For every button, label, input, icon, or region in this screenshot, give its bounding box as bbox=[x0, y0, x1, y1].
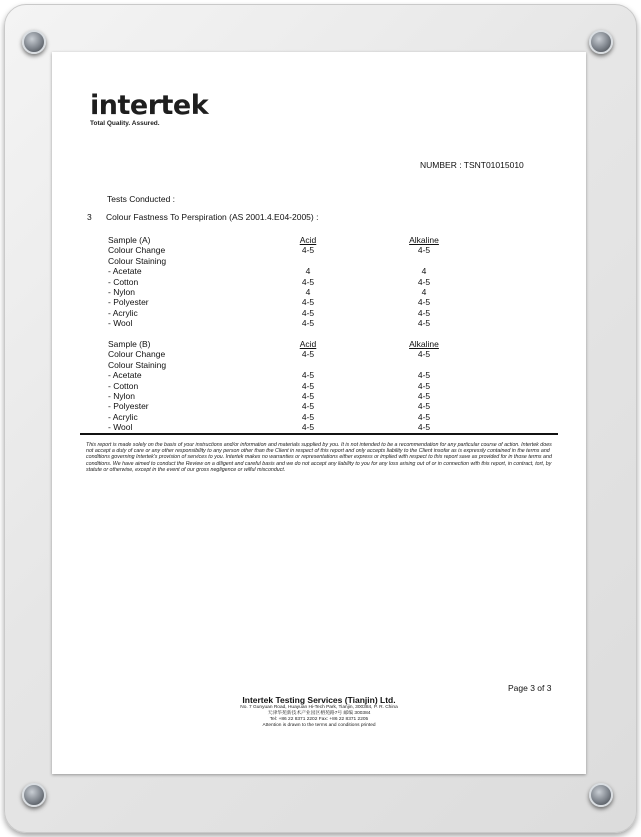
staining-row bbox=[108, 308, 468, 318]
staining-row bbox=[108, 391, 468, 401]
logo-wordmark: intertek bbox=[90, 90, 209, 121]
row-label: Colour Change bbox=[108, 245, 166, 256]
sample-b-results bbox=[108, 339, 468, 433]
report-number: NUMBER : TSNT01015010 bbox=[420, 160, 524, 170]
acid-column-header: Acid bbox=[299, 339, 317, 349]
acid-value: 4-5 bbox=[301, 245, 315, 256]
acid-value: 4-5 bbox=[301, 390, 315, 401]
alkaline-value: 4-5 bbox=[417, 276, 431, 287]
alkaline-value: 4-5 bbox=[417, 370, 431, 381]
row-label: - Cotton bbox=[108, 276, 139, 287]
row-label: - Cotton bbox=[108, 380, 139, 391]
acid-column-header: Acid bbox=[299, 235, 317, 245]
sample-name: Sample (B) bbox=[108, 339, 151, 349]
pushpin-icon bbox=[589, 30, 613, 54]
alkaline-value: 4 bbox=[421, 286, 427, 297]
acid-value: 4 bbox=[305, 286, 311, 297]
row-label: - Acrylic bbox=[108, 411, 138, 422]
alkaline-value: 4 bbox=[421, 266, 427, 277]
alkaline-column-header: Alkaline bbox=[409, 235, 439, 245]
footer-note: Attention is drawn to the terms and conditions printed bbox=[262, 723, 376, 728]
row-label: - Acrylic bbox=[108, 307, 138, 318]
acid-value: 4 bbox=[305, 266, 311, 277]
footer bbox=[169, 695, 469, 729]
staining-row bbox=[108, 422, 468, 432]
alkaline-value: 4-5 bbox=[417, 349, 431, 360]
tests-conducted-label: Tests Conducted : bbox=[107, 194, 176, 204]
alkaline-value: 4-5 bbox=[417, 411, 431, 422]
alkaline-column-header: Alkaline bbox=[409, 339, 439, 349]
acid-value: 4-5 bbox=[301, 276, 315, 287]
acid-value: 4-5 bbox=[301, 318, 315, 329]
acid-value: 4-5 bbox=[301, 307, 315, 318]
test-item-number: 3 bbox=[87, 212, 92, 222]
acid-value: 4-5 bbox=[301, 380, 315, 391]
acid-value: 4-5 bbox=[301, 349, 315, 360]
alkaline-value: 4-5 bbox=[417, 401, 431, 412]
sample-header-row bbox=[108, 235, 468, 245]
row-label: Colour Change bbox=[108, 349, 166, 360]
disclaimer-text: This report is made solely on the basis of your instructions and/or information and materials supplied by you. It is not intended to be a recommendation for any particular course of action. Intertek does not accept a duty of care or any other responsibility to any person other than the Client in respect of this report and only accepts liability to the Client insofar as is expressly contained in the terms and conditions governing Intertek's provision of services to you. Intertek makes no warranties or representations either express or implied with respect to this report save as provided for in those terms and conditions. We have aimed to conduct the Review on a diligent and careful basis and we do not accept any liability to you for any loss arising out of or in connection with this report, in contract, tort, by statute or otherwise, except in the event of our gross negligence or wilful misconduct. bbox=[86, 442, 552, 473]
pushpin-icon bbox=[22, 783, 46, 807]
staining-row bbox=[108, 370, 468, 380]
alkaline-value: 4-5 bbox=[417, 380, 431, 391]
divider-rule bbox=[80, 433, 558, 435]
page-number: Page 3 of 3 bbox=[508, 683, 552, 693]
staining-row bbox=[108, 381, 468, 391]
row-label: - Wool bbox=[108, 422, 133, 433]
row-label: - Polyester bbox=[108, 297, 149, 308]
staining-row bbox=[108, 401, 468, 411]
acid-value: 4-5 bbox=[301, 422, 315, 433]
row-label: Colour Staining bbox=[108, 255, 167, 266]
colour-change-row bbox=[108, 245, 468, 255]
sample-name: Sample (A) bbox=[108, 235, 151, 245]
row-label: - Acetate bbox=[108, 266, 142, 277]
test-item-title: Colour Fastness To Perspiration (AS 2001.4.E04-2005) : bbox=[106, 212, 319, 222]
alkaline-value: 4-5 bbox=[417, 318, 431, 329]
intertek-logo bbox=[90, 92, 208, 127]
staining-row bbox=[108, 277, 468, 287]
staining-row bbox=[108, 266, 468, 276]
logo-tagline: Total Quality. Assured. bbox=[90, 120, 160, 127]
staining-row bbox=[108, 318, 468, 328]
footer-phone: Tel: +86 22 8371 2202 Fax: +86 22 8371 2205 bbox=[269, 717, 369, 722]
row-label: - Wool bbox=[108, 318, 133, 329]
report-page bbox=[52, 52, 586, 774]
staining-row bbox=[108, 287, 468, 297]
row-label: Colour Staining bbox=[108, 359, 167, 370]
staining-row bbox=[108, 297, 468, 307]
acid-value: 4-5 bbox=[301, 401, 315, 412]
alkaline-value: 4-5 bbox=[417, 422, 431, 433]
row-label: - Nylon bbox=[108, 286, 135, 297]
acid-value: 4-5 bbox=[301, 411, 315, 422]
pushpin-icon bbox=[589, 783, 613, 807]
acid-value: 4-5 bbox=[301, 370, 315, 381]
footer-address-cn: 天津华苑新技术产业园区榕苑路7号 邮编 300384 bbox=[267, 711, 371, 716]
footer-company: Intertek Testing Services (Tianjin) Ltd. bbox=[242, 695, 396, 705]
pushpin-icon bbox=[22, 30, 46, 54]
row-label: - Acetate bbox=[108, 370, 142, 381]
colour-staining-row bbox=[108, 256, 468, 266]
footer-address-en: No. 7 Gunyuan Road, Huayuan Hi-Tech Park, Tianjin, 300384, P. R. China bbox=[240, 705, 398, 710]
sample-a-results bbox=[108, 235, 468, 329]
alkaline-value: 4-5 bbox=[417, 245, 431, 256]
row-label: - Polyester bbox=[108, 401, 149, 412]
colour-staining-row bbox=[108, 360, 468, 370]
sample-header-row bbox=[108, 339, 468, 349]
alkaline-value: 4-5 bbox=[417, 307, 431, 318]
staining-row bbox=[108, 412, 468, 422]
colour-change-row bbox=[108, 349, 468, 359]
alkaline-value: 4-5 bbox=[417, 297, 431, 308]
acid-value: 4-5 bbox=[301, 297, 315, 308]
alkaline-value: 4-5 bbox=[417, 390, 431, 401]
row-label: - Nylon bbox=[108, 390, 135, 401]
